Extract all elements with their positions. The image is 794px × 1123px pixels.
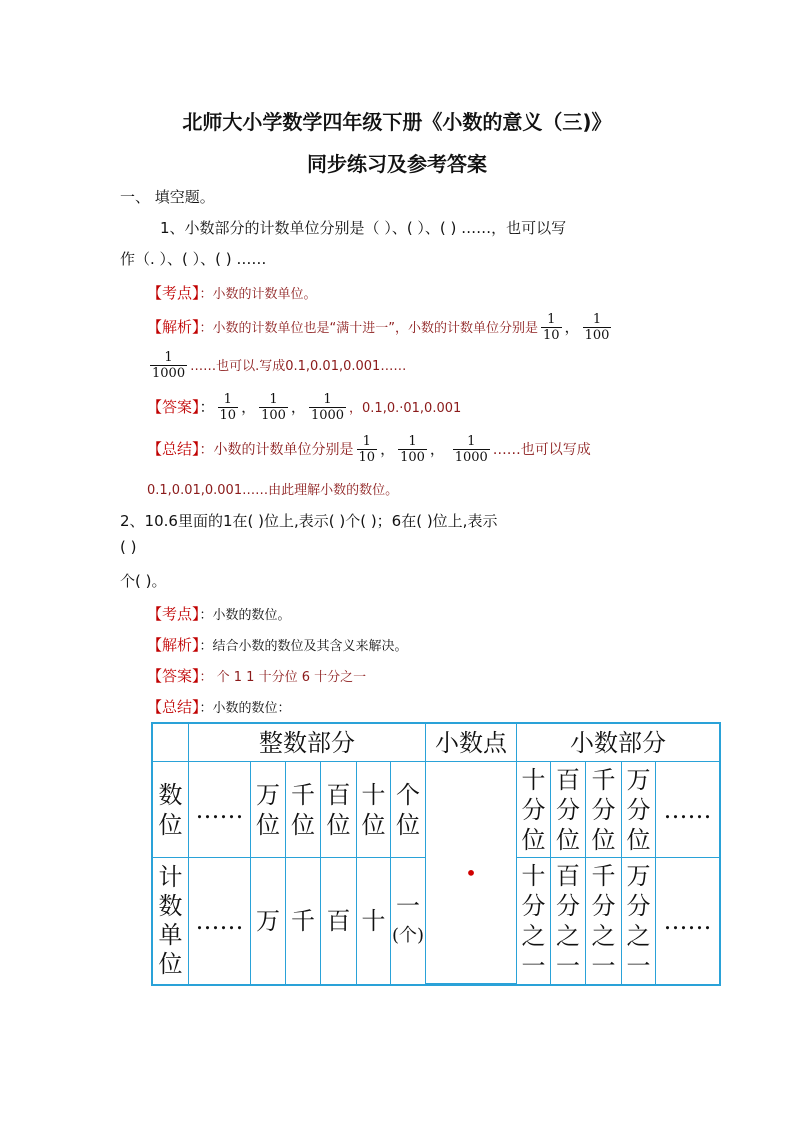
place-wan: 万 位 <box>251 762 286 858</box>
unit-bai: 百 <box>321 858 357 984</box>
jiexi-text: ：结合小数的数位及其含义来解决。 <box>199 639 408 654</box>
zongjie-tail: ……也可以写成 <box>492 442 591 458</box>
int-unit-dots: …… <box>189 858 251 984</box>
q1-zongjie-line2: 0.1,0.01,0.001……由此理解小数的数位。 <box>147 483 399 498</box>
zongjie-text: ：小数的计数单位分别是 <box>199 442 354 458</box>
q1-zongjie: 【总结】：小数的计数单位分别是 $\frac{1}{10}$ ， $\frac{1}{100}$ ， $\frac{1}{1000}$ ……也可以写成 <box>147 434 591 465</box>
header-point: 小数点 <box>426 724 517 762</box>
section-heading: 一、 填空题。 <box>120 188 215 206</box>
zongjie-fraction-1-100: $\frac{1}{100}$ <box>400 434 425 465</box>
q1-jiexi: 【解析】：小数的计数单位也是“满十进一”，小数的计数单位分别是 $\frac{1}{10}$ ， $\frac{1}{100}$ <box>147 312 610 343</box>
fraction-1-100: $\frac{1}{100}$ <box>584 312 610 343</box>
place-shi: 十 位 <box>357 762 391 858</box>
unit-ten-thousandth: 万 分 之 一 <box>622 858 656 984</box>
row-label-unit: 计 数 单 位 <box>153 858 189 984</box>
zongjie-text: ：小数的数位： <box>199 701 291 716</box>
jiexi-label: 【解析】 <box>147 636 200 654</box>
dec-unit-dots: …… <box>663 907 712 935</box>
header-integer: 整数部分 <box>189 724 426 762</box>
daan-label: 【答案】 <box>147 398 200 416</box>
q1-line1: 1、小数部分的计数单位分别是（ ）、( ）、( ) ……，也可以写 <box>160 219 567 237</box>
q2-zongjie <box>147 696 291 717</box>
q1-kaodian <box>147 282 317 303</box>
zongjie-fraction-1-1000: $\frac{1}{1000}$ <box>454 434 488 465</box>
q2-line1: 2、10.6里面的1在( )位上,表示( )个( )；6在( )位上,表示 <box>120 512 498 530</box>
fraction-1-10: $\frac{1}{10}$ <box>543 312 560 343</box>
unit-shi: 十 <box>357 858 391 984</box>
q1-daan: 【答案】： $\frac{1}{10}$ ， $\frac{1}{100}$ ， $\frac{1}{1000}$ ，0.1,0.·01,0.001 <box>147 392 462 423</box>
table-corner <box>153 724 189 762</box>
decimal-point-cell <box>426 762 517 984</box>
jiexi-text: ：小数的计数单位也是“满十进一”，小数的计数单位分别是 <box>199 321 538 336</box>
kaodian-text: ：小数的计数单位。 <box>199 287 317 302</box>
q2-kaodian <box>147 603 291 624</box>
answer-fraction-1-1000: $\frac{1}{1000}$ <box>310 392 345 423</box>
fraction-1-1000: $\frac{1}{1000}$ <box>152 350 186 381</box>
kaodian-label: 【考点】 <box>147 284 200 302</box>
int-place-dots: …… <box>189 762 251 858</box>
daan-text: ： 个 1 1 十分位 6 十分之一 <box>199 670 367 685</box>
q2-jiexi <box>147 634 408 655</box>
zongjie-label: 【总结】 <box>147 698 200 716</box>
page-subtitle: 同步练习及参考答案 <box>307 152 487 176</box>
place-hundredths: 百 分 位 <box>551 762 586 858</box>
q1-jiexi-cont <box>150 350 406 381</box>
kaodian-text: ：小数的数位。 <box>199 608 291 623</box>
dec-place-dots: …… <box>656 762 719 858</box>
unit-tenth: 十 分 之 一 <box>517 858 551 984</box>
place-thousandths: 千 分 位 <box>586 762 622 858</box>
place-qian: 千 位 <box>286 762 321 858</box>
zongjie-label: 【总结】 <box>147 440 200 458</box>
q2-daan <box>147 665 366 686</box>
daan-tail: ，0.1,0.·01,0.001 <box>349 401 462 416</box>
place-tenths: 十 分 位 <box>517 762 551 858</box>
answer-fraction-1-10: $\frac{1}{10}$ <box>219 392 237 423</box>
unit-qian: 千 <box>286 858 321 984</box>
kaodian-label: 【考点】 <box>147 605 200 623</box>
place-ten-thousandths: 万 分 位 <box>622 762 656 858</box>
unit-hundredth: 百 分 之 一 <box>551 858 586 984</box>
jiexi-label: 【解析】 <box>147 318 200 336</box>
header-decimal: 小数部分 <box>517 724 719 762</box>
decimal-point-mark: • <box>465 860 477 885</box>
unit-one: 一 (个) <box>391 858 426 984</box>
place-bai: 百 位 <box>321 762 357 858</box>
q2-line2: ( ) <box>120 538 137 556</box>
daan-label: 【答案】 <box>147 667 200 685</box>
q2-line3: 个( )。 <box>120 572 167 590</box>
q1-line2: 作（. ）、( ）、( ) …… <box>120 250 267 268</box>
page-title: 北师大小学数学四年级下册《小数的意义（三)》 <box>182 110 612 134</box>
answer-fraction-1-100: $\frac{1}{100}$ <box>261 392 286 423</box>
jiexi-tail: ……也可以.写成0.1,0.01,0.001…… <box>190 359 407 374</box>
place-ge: 个 位 <box>391 762 426 858</box>
decimal-place-table <box>151 722 721 986</box>
unit-wan: 万 <box>251 858 286 984</box>
zongjie-fraction-1-10: $\frac{1}{10}$ <box>358 434 376 465</box>
unit-thousandth: 千 分 之 一 <box>586 858 622 984</box>
row-label-place: 数 位 <box>153 762 189 858</box>
